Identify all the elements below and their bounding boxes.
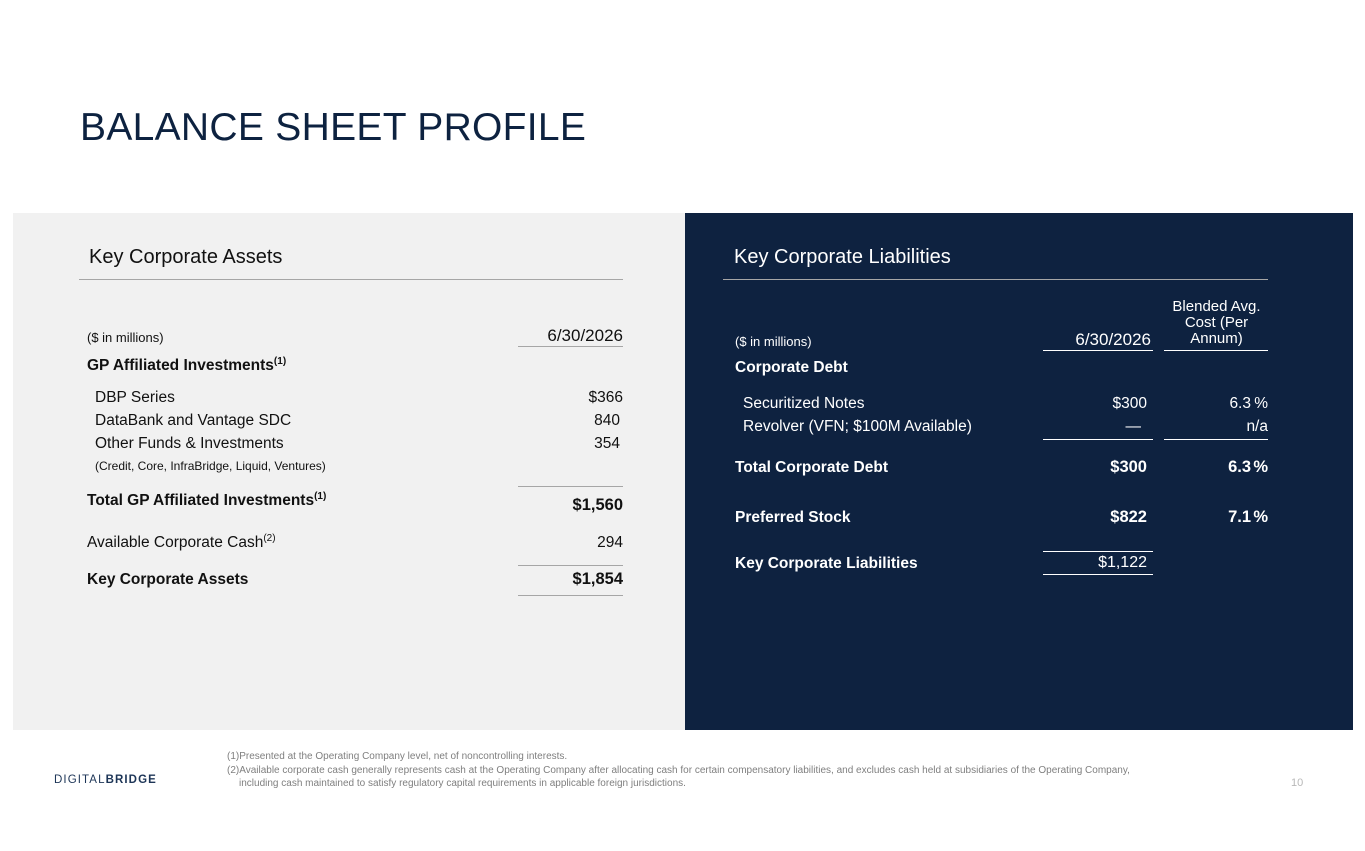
other-funds-label: Other Funds & Investments — [95, 435, 284, 452]
assets-units-label: ($ in millions) — [87, 330, 164, 345]
total-liabilities-rule-bottom — [1043, 574, 1153, 575]
liabilities-date-header: 6/30/2026 — [1075, 330, 1151, 349]
page-number: 10 — [1291, 777, 1304, 789]
key-liabilities-total-value: $1,122 — [1098, 554, 1147, 571]
footnote-2-continued: including cash maintained to satisfy regulatory capital requirements in applicable foreign jurisdictions. — [239, 778, 686, 789]
total-debt-pct: % — [1253, 458, 1268, 476]
liabilities-date-rule — [1043, 350, 1153, 351]
available-cash-label: Available Corporate Cash$^{(2)}$ — [87, 532, 276, 551]
footnote-1: (1)Presented at the Operating Company level, net of noncontrolling interests. — [227, 751, 568, 762]
preferred-stock-label: Preferred Stock — [735, 509, 851, 526]
slide-title: BALANCE SHEET PROFILE — [80, 106, 587, 149]
liabilities-heading-rule — [723, 279, 1268, 280]
corporate-debt-label: Corporate Debt — [735, 359, 848, 376]
cost-header-rule — [1164, 350, 1268, 351]
revolver-label: Revolver (VFN; $100M Available) — [743, 418, 972, 435]
securitized-notes-cost: 6.3 — [1229, 395, 1251, 412]
gp-affiliated-label: GP Affiliated Investments$^{(1)}$ — [87, 355, 287, 374]
digitalbridge-logo: DIGITALBRIDGE — [54, 774, 157, 786]
total-debt-label: Total Corporate Debt — [735, 459, 888, 476]
total-debt-value: $300 — [1110, 458, 1147, 476]
dbp-series-value: $366 — [588, 389, 623, 406]
other-funds-note: (Credit, Core, InfraBridge, Liquid, Ventures) — [95, 459, 326, 473]
assets-heading: Key Corporate Assets — [89, 246, 283, 268]
liabilities-heading: Key Corporate Liabilities — [734, 246, 951, 268]
preferred-stock-pct: % — [1253, 508, 1268, 526]
assets-panel — [13, 213, 685, 730]
databank-value: 840 — [594, 412, 620, 429]
footnote-2: (2)Available corporate cash generally represents cash at the Operating Company after allocating cash for certain compensatory liabilities, and excludes cash held at subsidiaries of the Operating Company, — [227, 764, 1130, 776]
securitized-notes-label: Securitized Notes — [743, 395, 865, 412]
other-funds-value: 354 — [594, 435, 620, 452]
total-liabilities-rule-top — [1043, 551, 1153, 552]
assets-date-rule — [518, 346, 623, 347]
securitized-notes-value: $300 — [1112, 395, 1147, 412]
databank-label: DataBank and Vantage SDC — [95, 412, 292, 429]
key-assets-total-label: Key Corporate Assets — [87, 571, 249, 588]
subtotal-cost-rule — [1164, 439, 1268, 440]
subtotal-value-rule — [1043, 439, 1153, 440]
total-gp-label: Total GP Affiliated Investments$^{(1)}$ — [87, 490, 327, 509]
securitized-notes-pct: % — [1254, 395, 1268, 412]
preferred-stock-value: $822 — [1110, 508, 1147, 526]
liabilities-units-label: ($ in millions) — [735, 334, 812, 349]
total-assets-rule-bottom — [518, 595, 623, 596]
liabilities-panel — [685, 213, 1353, 730]
assets-date-header: 6/30/2026 — [547, 326, 623, 345]
revolver-value: — — [1125, 418, 1141, 435]
total-assets-rule-top — [518, 565, 623, 566]
revolver-cost: n/a — [1246, 418, 1268, 435]
key-liabilities-total-label: Key Corporate Liabilities — [735, 555, 918, 572]
assets-heading-rule — [79, 279, 623, 280]
dbp-series-label: DBP Series — [95, 389, 175, 406]
total-gp-rule — [518, 486, 623, 487]
footnotes — [227, 750, 1130, 791]
total-debt-cost: 6.3 — [1228, 458, 1251, 476]
blended-cost-header: Blended Avg. Cost (Per Annum) — [1172, 298, 1261, 347]
available-cash-value: 294 — [597, 534, 623, 551]
total-gp-value: $1,560 — [572, 496, 623, 514]
key-assets-total-value: $1,854 — [572, 570, 623, 588]
preferred-stock-cost: 7.1 — [1228, 508, 1251, 526]
